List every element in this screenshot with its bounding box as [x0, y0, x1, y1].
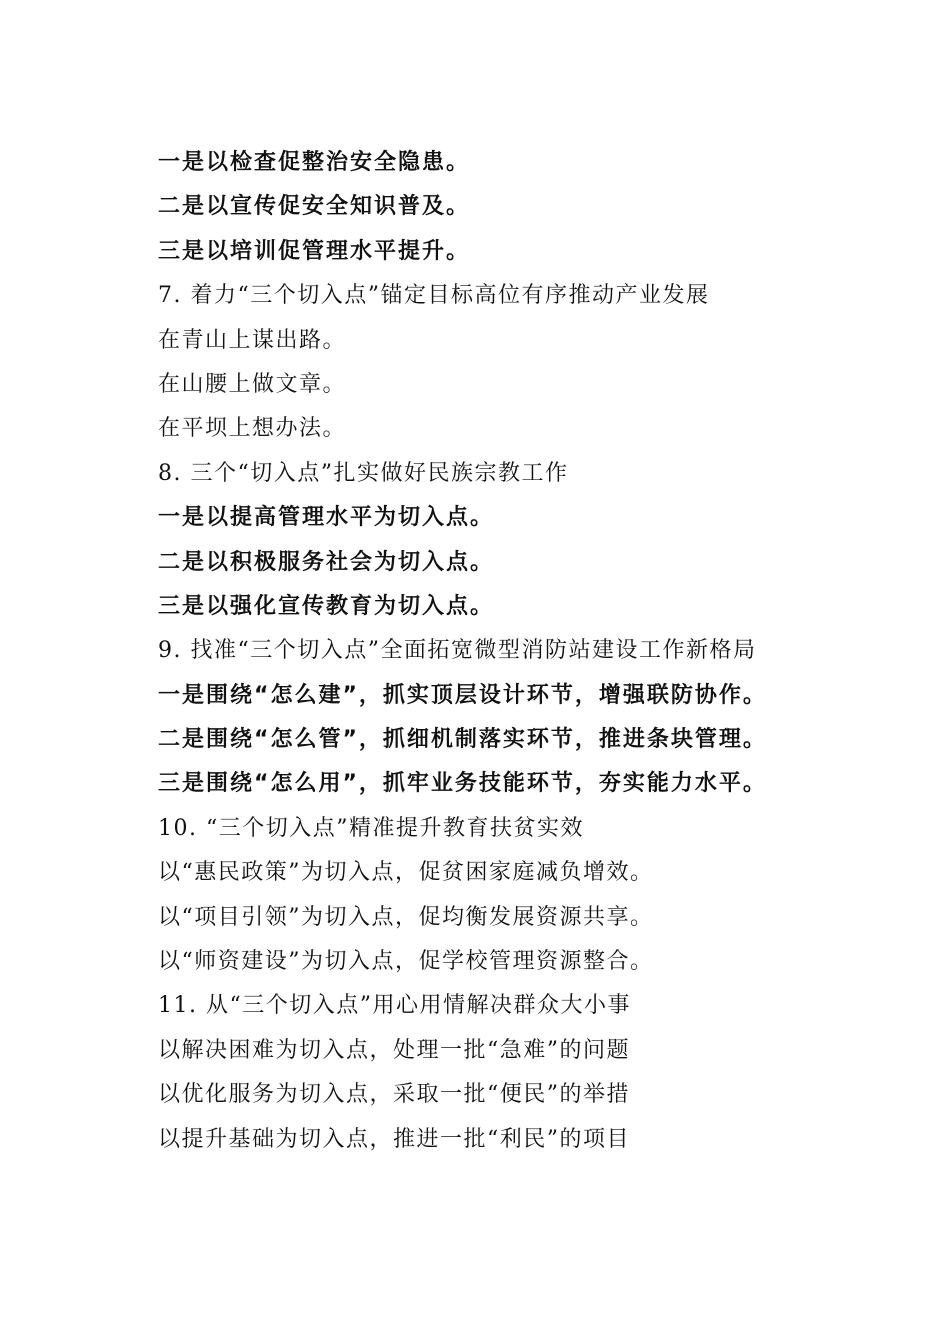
- text-line: 在青山上谋出路。: [158, 327, 347, 353]
- text-line: 在平坝上想办法。: [158, 416, 347, 442]
- section-heading: 9. 找准“三个切入点”全面拓宽微型消防站建设工作新格局: [158, 638, 757, 664]
- section-heading: 11. 从“三个切入点”用心用情解决群众大小事: [158, 993, 631, 1019]
- text-line: 一是围绕“怎么建”，抓实顶层设计环节，增强联防协作。: [158, 682, 767, 708]
- document-body: [158, 141, 838, 1162]
- text-line: 三是围绕“怎么用”，抓牢业务技能环节，夯实能力水平。: [158, 771, 767, 797]
- text-line: 以“项目引领”为切入点，促均衡发展资源共享。: [158, 904, 654, 930]
- text-line: 二是围绕“怎么管”，抓细机制落实环节，推进条块管理。: [158, 727, 767, 753]
- text-line: 三是以培训促管理水平提升。: [158, 238, 471, 264]
- text-line: 在山腰上做文章。: [158, 371, 347, 397]
- text-line: 二是以宣传促安全知识普及。: [158, 194, 471, 220]
- text-line: 以优化服务为切入点，采取一批“便民”的举措: [158, 1082, 630, 1108]
- text-line: 一是以提高管理水平为切入点。: [158, 505, 495, 531]
- text-line: 以提升基础为切入点，推进一批“利民”的项目: [158, 1126, 630, 1152]
- text-line: 以解决困难为切入点，处理一批“急难”的问题: [158, 1037, 630, 1063]
- section-heading: 10. “三个切入点”精准提升教育扶贫实效: [158, 815, 584, 841]
- section-heading: 8. 三个“切入点”扎实做好民族宗教工作: [158, 460, 569, 486]
- text-line: 一是以检查促整治安全隐患。: [158, 150, 471, 175]
- text-line: 以“师资建设”为切入点，促学校管理资源整合。: [158, 949, 654, 975]
- text-line: 二是以积极服务社会为切入点。: [158, 549, 495, 575]
- text-line: 三是以强化宣传教育为切入点。: [158, 593, 495, 619]
- section-heading: 7. 着力“三个切入点”锚定目标高位有序推动产业发展: [158, 283, 710, 309]
- text-line: 以“惠民政策”为切入点，促贫困家庭减负增效。: [158, 860, 654, 886]
